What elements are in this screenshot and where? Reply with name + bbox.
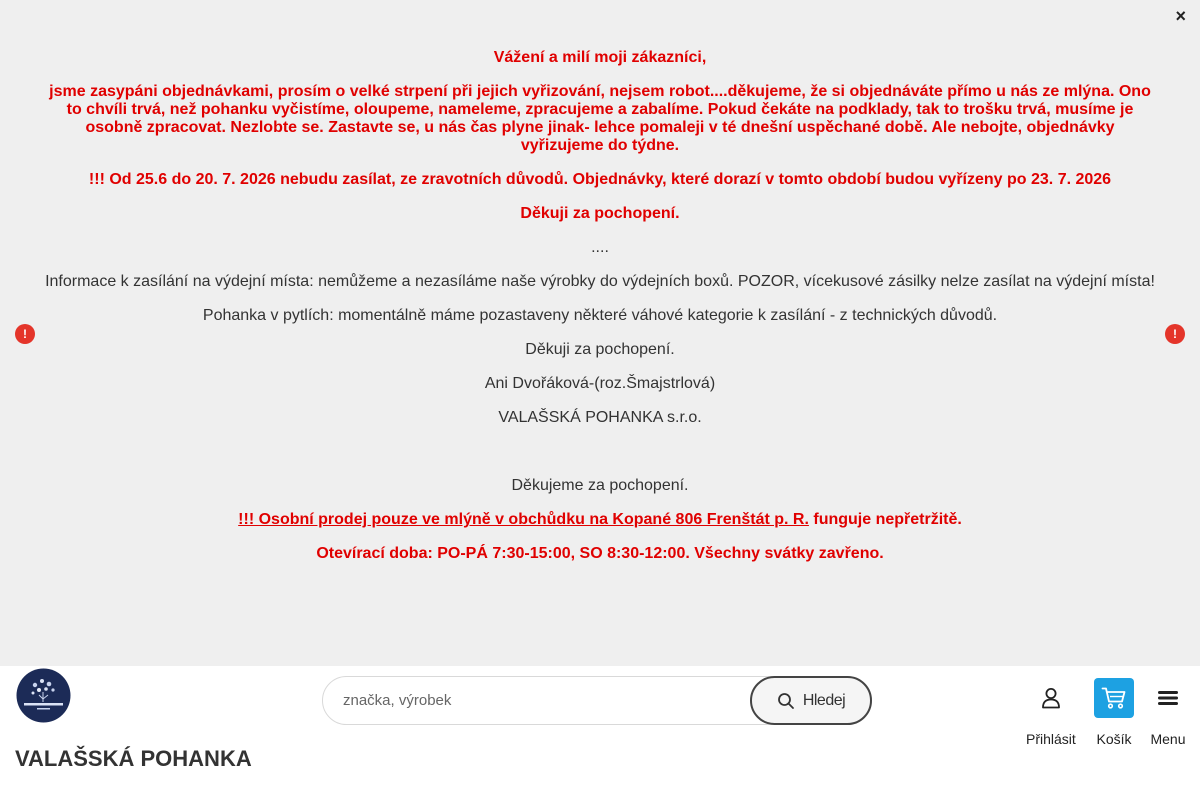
- search-box: [322, 676, 872, 725]
- cart-button[interactable]: [1094, 678, 1134, 747]
- search-button[interactable]: [750, 676, 872, 725]
- brand-name[interactable]: VALAŠSKÁ POHANKA: [15, 746, 252, 771]
- search-button-label: Hledej: [802, 691, 846, 709]
- notice-pickup-info: Informace k zasílání na výdejní místa: nemůžeme a nezasíláme naše výrobky do výdejních boxů. POZOR, vícekusové zásilky nelze zasílat na výdejní místa!: [45, 273, 1155, 290]
- alert-icon-left: !: [15, 324, 35, 344]
- notice-shipping-pause: !!! Od 25.6 do 20. 7. 2026 nebudu zasílat, ze zravotních důvodů. Objednávky, které dorazí v tomto období budou vyřízeny po 23. 7. 2026: [88, 171, 1112, 188]
- shop-link[interactable]: !!! Osobní prodej pouze ve mlýně v obchůdku na Kopané 806 Frenštát p. R.: [238, 511, 809, 528]
- notice-hours: Otevírací doba: PO-PÁ 7:30-15:00, SO 8:30-12:00. Všechny svátky zavřeno.: [316, 545, 884, 562]
- notice-company: VALAŠSKÁ POHANKA s.r.o.: [498, 409, 702, 426]
- menu-button[interactable]: [1148, 678, 1188, 747]
- logo[interactable]: [15, 668, 72, 723]
- notice-text: [45, 49, 1155, 579]
- notice-spacer: [45, 443, 1155, 461]
- notice-orders-paragraph: jsme zasypáni objednávkami, prosím o velké strpení při jejich vyřizování, nejsem robot....děkujeme, že si objednáváte přímo u nás ze mlýna. Ono to chvíli trvá, než pohanku vyčistíme, oloupeme, nameleme, zpracujeme a zabalíme. Pokud čekáte na podklady, tak to trošku trvá, musíme je osobně zpracovat. Nezlobte se. Zastavte se, u nás čas plyne jinak- lehce pomaleji v té dnešní uspěchané době. Ale nebojte, objednávky vyřizujeme do týdne.: [49, 83, 1151, 154]
- notice-shop-line: [45, 511, 1155, 529]
- login-button[interactable]: [1026, 678, 1076, 747]
- site-header: [0, 666, 1200, 800]
- notice-greeting: Vážení a milí moji zákazníci,: [493, 49, 707, 66]
- alert-icon-right: !: [1165, 324, 1185, 344]
- search-icon: [777, 692, 795, 710]
- shop-suffix: funguje nepřetržitě.: [808, 511, 962, 528]
- notice-signature: Ani Dvořáková-(roz.Šmajstrlová): [484, 375, 716, 392]
- login-label: Přihlásit: [1026, 731, 1076, 747]
- notice-thanks-red: Děkuji za pochopení.: [520, 205, 680, 222]
- user-icon: [1031, 678, 1071, 718]
- notice-dots: ....: [591, 239, 609, 256]
- menu-label: Menu: [1150, 731, 1186, 747]
- notice-bags-info: Pohanka v pytlích: momentálně máme pozastaveny některé váhové kategorie k zasílání - z technických důvodů.: [202, 307, 998, 324]
- cart-label: Košík: [1096, 731, 1132, 747]
- cart-icon: [1094, 678, 1134, 718]
- menu-icon: [1148, 678, 1188, 718]
- close-icon[interactable]: ×: [1175, 6, 1186, 26]
- notice-thanks: Děkuji za pochopení.: [525, 341, 675, 358]
- search-input[interactable]: [343, 677, 743, 724]
- notice-thanks-all: Děkujeme za pochopení.: [511, 477, 689, 494]
